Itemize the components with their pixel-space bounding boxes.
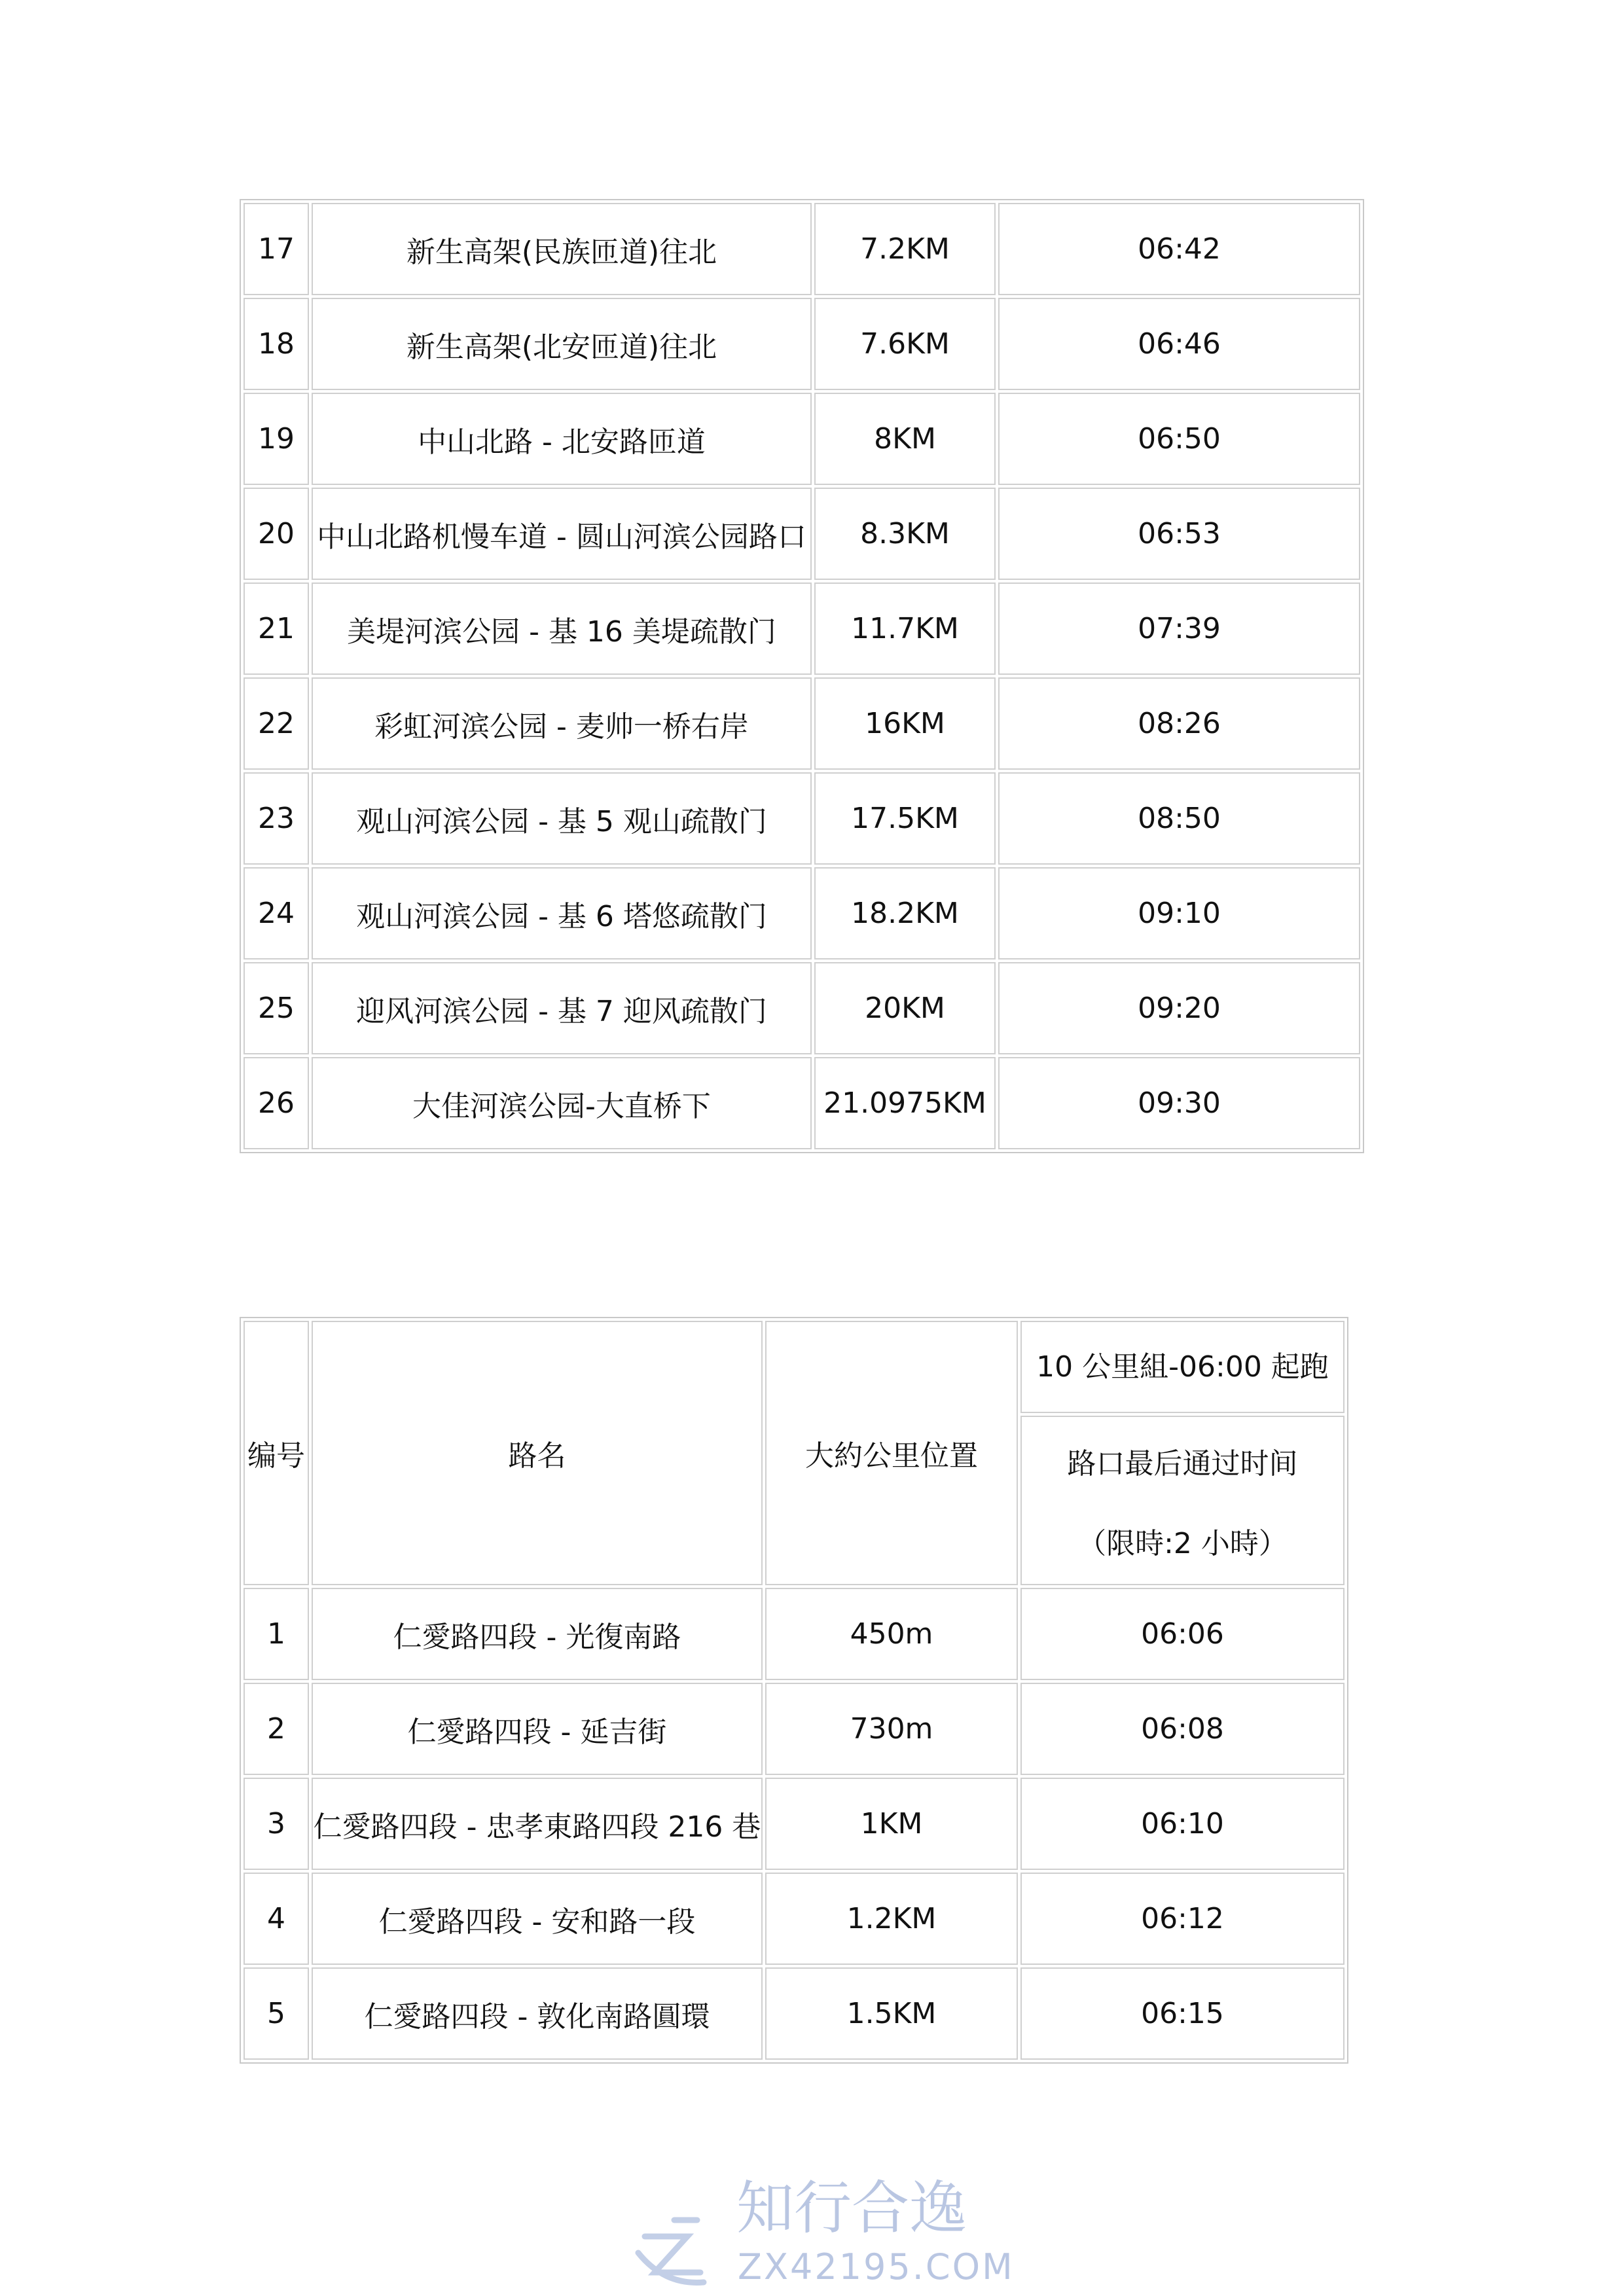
table-row [244,298,1360,390]
cell-time: 08:26 [998,677,1360,770]
header-number: 编号 [244,1321,309,1585]
table-row [244,203,1360,295]
cell-number: 4 [244,1873,309,1965]
cell-km: 730m [765,1683,1018,1775]
table-row [244,583,1360,675]
cell-km: 7.6KM [814,298,996,390]
table-row [244,1778,1344,1870]
watermark-mark-icon [638,2220,704,2282]
cell-time: 06:10 [1020,1778,1344,1870]
cell-km: 17.5KM [814,772,996,865]
table2-body [244,1321,1344,2060]
cell-road: 仁愛路四段 - 延吉街 [312,1683,763,1775]
watermark-brand: 知行合逸 [736,2174,967,2242]
cell-road: 美堤河滨公园 - 基 16 美堤疏散门 [312,583,812,675]
cell-km: 21.0975KM [814,1057,996,1149]
cell-number: 19 [244,393,309,485]
cell-number: 3 [244,1778,309,1870]
cell-km: 1.5KM [765,1967,1018,2060]
checkpoint-table-half-marathon [240,199,1364,1153]
cell-time: 06:46 [998,298,1360,390]
cell-time: 09:10 [998,867,1360,960]
cell-road: 仁愛路四段 - 光復南路 [312,1588,763,1680]
table-row [244,1588,1344,1680]
table-row [244,1057,1360,1149]
cell-road: 观山河滨公园 - 基 6 塔悠疏散门 [312,867,812,960]
cell-km: 8.3KM [814,488,996,580]
cell-road: 彩虹河滨公园 - 麦帅一桥右岸 [312,677,812,770]
cell-time: 06:08 [1020,1683,1344,1775]
cell-road: 仁愛路四段 - 敦化南路圓環 [312,1967,763,2060]
cell-road: 新生高架(民族匝道)往北 [312,203,812,295]
cell-time: 06:06 [1020,1588,1344,1680]
cell-km: 7.2KM [814,203,996,295]
cell-road: 仁愛路四段 - 忠孝東路四段 216 巷 [312,1778,763,1870]
cell-km: 450m [765,1588,1018,1680]
cell-time: 06:42 [998,203,1360,295]
header-time-label: 路口最后通过时间 [1067,1446,1298,1480]
cell-time: 09:30 [998,1057,1360,1149]
table-row [244,772,1360,865]
table-row [244,962,1360,1054]
cell-km: 16KM [814,677,996,770]
cell-number: 21 [244,583,309,675]
cell-number: 1 [244,1588,309,1680]
table-row [244,393,1360,485]
cell-number: 2 [244,1683,309,1775]
cell-number: 20 [244,488,309,580]
cell-km: 1.2KM [765,1873,1018,1965]
table-row [244,867,1360,960]
cell-time: 06:12 [1020,1873,1344,1965]
cell-number: 5 [244,1967,309,2060]
table-header-row [244,1321,1344,1413]
cell-road: 中山北路 - 北安路匝道 [312,393,812,485]
header-time-limit: （限時:2 小時） [1077,1526,1288,1560]
cell-time: 07:39 [998,583,1360,675]
watermark-logo [625,2174,1018,2292]
cell-km: 11.7KM [814,583,996,675]
cell-number: 23 [244,772,309,865]
cell-time: 06:53 [998,488,1360,580]
table-row [244,1683,1344,1775]
cell-number: 25 [244,962,309,1054]
cell-number: 24 [244,867,309,960]
cell-number: 17 [244,203,309,295]
header-road: 路名 [312,1321,763,1585]
cell-time: 06:15 [1020,1967,1344,2060]
table-row [244,488,1360,580]
table-row [244,1873,1344,1965]
cell-road: 中山北路机慢车道 - 圆山河滨公园路口 [312,488,812,580]
cell-number: 22 [244,677,309,770]
cell-time: 09:20 [998,962,1360,1054]
cell-road: 观山河滨公园 - 基 5 观山疏散门 [312,772,812,865]
cell-km: 20KM [814,962,996,1054]
checkpoint-table-10k [240,1317,1348,2064]
cell-time: 06:50 [998,393,1360,485]
table1-body [244,203,1360,1149]
cell-road: 大佳河滨公园-大直桥下 [312,1057,812,1149]
header-group: 10 公里組-06:00 起跑 [1020,1321,1344,1413]
header-km: 大約公里位置 [765,1321,1018,1585]
cell-road: 迎风河滨公园 - 基 7 迎风疏散门 [312,962,812,1054]
cell-number: 26 [244,1057,309,1149]
watermark-domain: ZX42195.COM [738,2246,1015,2287]
header-time [1020,1416,1344,1585]
cell-number: 18 [244,298,309,390]
table-row [244,677,1360,770]
cell-time: 08:50 [998,772,1360,865]
cell-km: 18.2KM [814,867,996,960]
cell-road: 仁愛路四段 - 安和路一段 [312,1873,763,1965]
cell-km: 1KM [765,1778,1018,1870]
cell-road: 新生高架(北安匝道)往北 [312,298,812,390]
table-row [244,1967,1344,2060]
cell-km: 8KM [814,393,996,485]
